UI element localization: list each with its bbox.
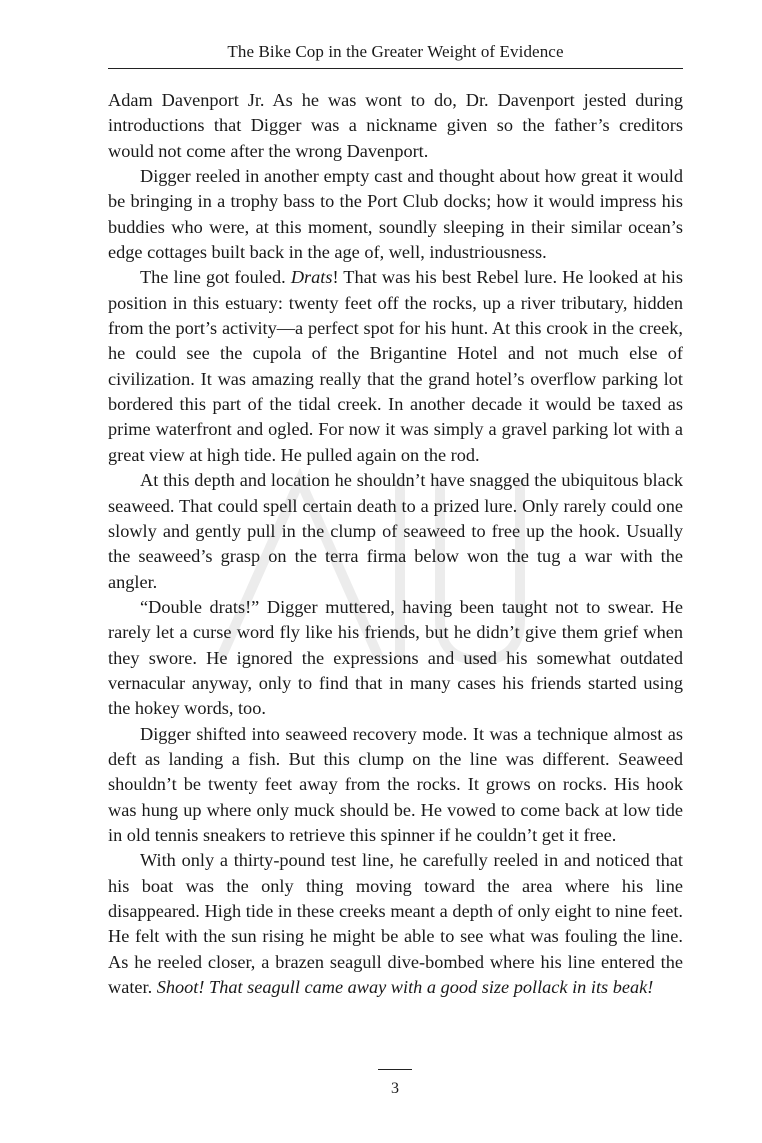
page-number: 3 xyxy=(391,1080,399,1097)
paragraph-3-italic: Drats xyxy=(290,267,333,288)
paragraph-1: Adam Davenport Jr. As he was wont to do, Dr. Davenport jested during introductions that Digger was a nickname given so the father’s creditors would not come after the wrong Davenport. xyxy=(108,90,683,161)
paragraph-4: At this depth and location he shouldn’t have snagged the ubiquitous black seaweed. That could spell certain death to a prized lure. Only rarely could one slowly and gently pull in the clump of seaweed to free up the hook. Usually the seaweed’s grasp on the terra firma below won the tug a war with the angler. xyxy=(108,470,683,592)
paragraph-7-start: With only a thirty-pound test line, he carefully reeled in and noticed that his boat was the only thing moving toward the area where his line disappeared. High tide in these creeks meant a depth of only eight to nine feet. He felt with the sun rising he might be able to see what was fouling the line. As he reeled closer, a brazen seagull dive-bombed where his line entered the water. xyxy=(108,850,683,998)
paragraph-5: “Double drats!” Digger muttered, having been taught not to swear. He rarely let a curse word fly like his friends, but he didn’t give them grief when they swore. He ignored the expressions and used his somewhat outdated vernacular anyway, only to find that in many cases his friends started using the hokey words, too. xyxy=(108,596,683,719)
paragraph-3-start: The line got fouled. xyxy=(140,267,291,288)
footer-rule xyxy=(378,1069,412,1070)
paragraph-3-rest: ! That was his best Rebel lure. He looked at his position in this estuary: twenty feet off the rocks, up a river tributary, hidden from the port’s activity—a perfect spot for his hunt. At this crook in the creek, he could see the cupola of the Brigantine Hotel and not much else of civilization. It was amazing really that the grand hotel’s overflow parking lot bordered this part of the tidal creek. In another decade it would be taxed as prime waterfront and ogled. For now it was simply a gravel parking lot with a great view at high tide. He pulled again on the rod. xyxy=(108,267,683,465)
paragraph-7 xyxy=(108,848,683,1000)
paragraph-2: Digger reeled in another empty cast and thought about how great it would be bringing in a trophy bass to the Port Club docks; how it would impress his buddies who were, at this moment, soundly sleeping in their similar ocean’s edge cottages built back in the age of, well, industriousness. xyxy=(108,166,683,263)
running-header: The Bike Cop in the Greater Weight of Evidence xyxy=(227,42,564,61)
paragraph-3 xyxy=(108,265,683,468)
paragraph-6: Digger shifted into seaweed recovery mode. It was a technique almost as deft as landing a fish. But this clump on the line was different. Seaweed shouldn’t be twenty feet away from the rocks. It grows on rocks. His hook was hung up where only muck should be. He vowed to come back at low tide in old tennis sneakers to retrieve this spinner if he couldn’t get it free. xyxy=(108,723,683,845)
body-text xyxy=(108,88,683,1000)
header-rule xyxy=(108,68,683,69)
paragraph-7-italic: Shoot! That seagull came away with a good size pollack in its beak! xyxy=(156,977,654,998)
